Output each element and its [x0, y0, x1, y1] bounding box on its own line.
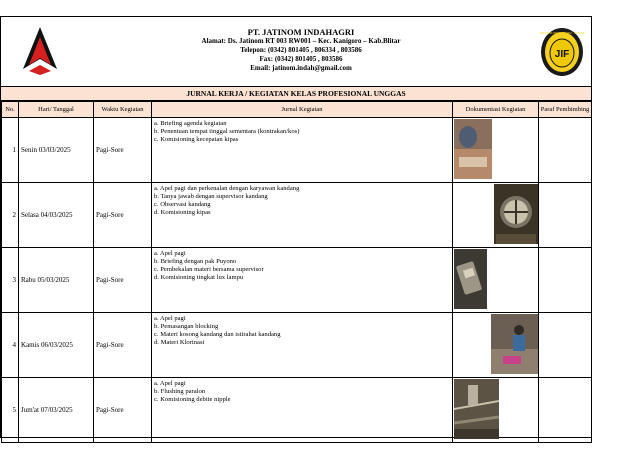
activity-item: c. Materi kosong kandang dan istirahat kandang — [154, 331, 281, 338]
row-signature — [539, 313, 592, 378]
activity-item: a. Apel pagi — [154, 315, 186, 322]
col-header-activity: Jurnal Kegiatan — [152, 102, 453, 118]
documentation-photo — [454, 119, 492, 179]
row-date: Rabu 05/03/2025 — [19, 248, 94, 313]
activity-item: c. Komisioning kecepatan kipas — [154, 136, 239, 143]
row-documentation — [453, 313, 539, 378]
activity-item: a. Apel pagi — [154, 250, 186, 257]
row-no: 5 — [2, 378, 19, 443]
row-date: Selasa 04/03/2025 — [19, 183, 94, 248]
company-address: Alamat: Ds. Jatinom RT 003 RW001 – Kec. Kanigoro – Kab.Blitar — [201, 37, 401, 45]
activity-item: a. Apel pagi — [154, 380, 186, 387]
company-phone: Telepon: (0342) 801405 , 806334 , 803586 — [240, 46, 362, 54]
row-no: 2 — [2, 183, 19, 248]
row-activities — [152, 313, 453, 378]
row-activities — [152, 118, 453, 183]
journal-title: JURNAL KERJA / KEGIATAN KELAS PROFESIONAL UNGGAS — [1, 87, 591, 101]
row-time: Pagi-Sore — [94, 118, 152, 183]
activity-item: b. Pemasangan blocking — [154, 323, 219, 330]
row-time: Pagi-Sore — [94, 313, 152, 378]
letterhead — [1, 17, 591, 87]
activity-item: b. Penentuan tempat tinggal sementara (kontrakan/kos) — [154, 128, 300, 135]
table-row — [2, 118, 592, 183]
company-email: Email: jatinom.indah@gmail.com — [250, 64, 352, 72]
col-header-date: Hari/ Tanggal — [19, 102, 94, 118]
row-no: 1 — [2, 118, 19, 183]
documentation-photo — [491, 314, 538, 374]
activity-item: c. Pembekalan materi bersama supervisor — [154, 266, 264, 273]
row-time: Pagi-Sore — [94, 248, 152, 313]
activity-item: b. Tanya jawab dengan supervisor kandang — [154, 193, 268, 200]
row-signature — [539, 183, 592, 248]
row-signature — [539, 248, 592, 313]
company-logo-right — [539, 26, 585, 78]
row-signature — [539, 118, 592, 183]
documentation-photo — [454, 249, 487, 309]
row-activities — [152, 183, 453, 248]
row-no: 3 — [2, 248, 19, 313]
activity-item: a. Apel pagi dan perkenalan dengan karyawan kandang — [154, 185, 300, 192]
activity-item: d. Komisioning tingkat lux lampu — [154, 274, 244, 281]
company-fax: Fax: (0342) 801405 , 803586 — [259, 55, 343, 63]
journal-page — [0, 16, 592, 438]
documentation-photo — [454, 379, 499, 439]
company-logo-left — [21, 25, 59, 77]
table-row — [2, 248, 592, 313]
row-date: Jum'at 07/03/2025 — [19, 378, 94, 443]
row-documentation — [453, 248, 539, 313]
row-time: Pagi-Sore — [94, 378, 152, 443]
table-row — [2, 378, 592, 443]
row-date: Senin 03/03/2025 — [19, 118, 94, 183]
row-date: Kamis 06/03/2025 — [19, 313, 94, 378]
row-no: 4 — [2, 313, 19, 378]
table-header-row — [2, 102, 592, 118]
logo-right-text: JIF — [554, 49, 570, 60]
table-row — [2, 183, 592, 248]
row-activities — [152, 248, 453, 313]
activity-item: b. Flushing paralon — [154, 388, 206, 395]
activity-item: c. Komisioning debite nipple — [154, 396, 231, 403]
row-activities — [152, 378, 453, 443]
col-header-documentation: Dokumentasi Kegiatan — [453, 102, 539, 118]
logo-right-ring-text: JATINOM INDAH FARM · BLITAR — [539, 31, 585, 35]
activity-item: c. Observasi kandang — [154, 201, 211, 208]
col-header-no: No. — [2, 102, 19, 118]
activity-item: d. Materi Klorinasi — [154, 339, 205, 346]
row-time: Pagi-Sore — [94, 183, 152, 248]
activity-item: b. Briefing dengan pak Puyono — [154, 258, 237, 265]
row-signature — [539, 378, 592, 443]
col-header-time: Waktu Kegiatan — [94, 102, 152, 118]
row-documentation — [453, 118, 539, 183]
activity-item: d. Komisioning kipas — [154, 209, 211, 216]
journal-table — [1, 101, 592, 443]
row-documentation — [453, 378, 539, 443]
row-documentation — [453, 183, 539, 248]
table-row — [2, 313, 592, 378]
col-header-signature: Paraf Pembimbing — [539, 102, 592, 118]
company-name: PT. JATINOM INDAHAGRI — [247, 27, 355, 37]
activity-item: a. Briefing agenda kegiatan — [154, 120, 227, 127]
documentation-photo — [494, 184, 538, 244]
company-info — [151, 28, 451, 73]
